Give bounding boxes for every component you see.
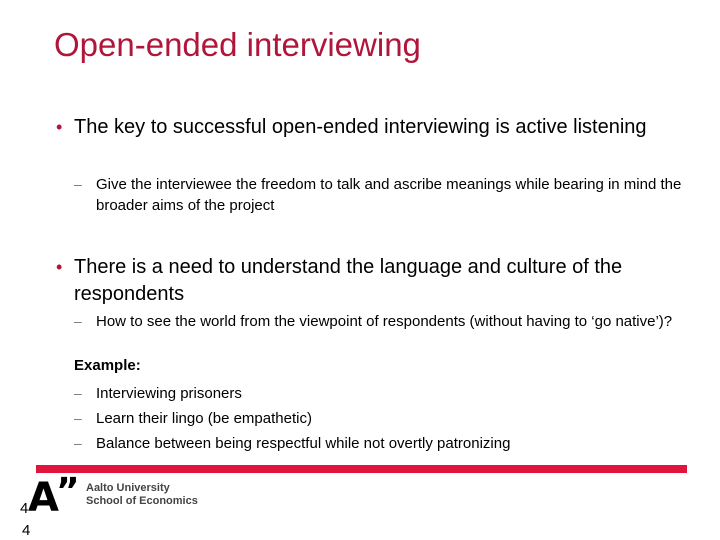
- sub-bullet-1-1-text: Give the interviewee the freedom to talk and ascribe meanings while bearing in mind the broader aims of the project: [96, 176, 682, 214]
- bullet-dot: •: [56, 117, 63, 137]
- bullet-1: [56, 114, 666, 141]
- dash-mark: –: [74, 176, 82, 192]
- dash-mark: –: [74, 385, 82, 401]
- aalto-logo-quote: ”: [56, 471, 80, 512]
- bullet-2: [56, 254, 666, 308]
- bullet-dot: •: [56, 257, 63, 277]
- sub-bullet-1-1: [74, 174, 684, 216]
- slide-title: Open-ended interviewing: [54, 26, 421, 63]
- aalto-logo-text: [86, 482, 198, 508]
- example-item-2-text: Learn their lingo (be empathetic): [96, 410, 312, 427]
- sub-bullet-2-1-text: How to see the world from the viewpoint of respondents (without having to ‘go native’)?: [96, 313, 673, 330]
- sub-bullet-2-1: [74, 311, 684, 332]
- example-item-1-text: Interviewing prisoners: [96, 385, 242, 402]
- logo-line-2: School of Economics: [86, 495, 198, 507]
- aalto-logo-mark: A: [28, 475, 59, 521]
- example-item-3: [74, 433, 684, 454]
- page-number-repeat: 4: [22, 522, 31, 539]
- dash-mark: –: [74, 313, 82, 329]
- bullet-1-text: The key to successful open-ended interviewing is active listening: [74, 116, 647, 138]
- footer-accent-bar: [36, 465, 687, 473]
- dash-mark: –: [74, 435, 82, 451]
- example-item-1: [74, 383, 684, 404]
- logo-line-1: Aalto University: [86, 482, 170, 494]
- example-label: Example:: [74, 357, 141, 374]
- dash-mark: –: [74, 410, 82, 426]
- example-item-3-text: Balance between being respectful while not overtly patronizing: [96, 435, 511, 452]
- page-number: 4: [20, 500, 29, 517]
- example-item-2: [74, 408, 684, 429]
- bullet-2-text: There is a need to understand the language and culture of the respondents: [74, 256, 623, 305]
